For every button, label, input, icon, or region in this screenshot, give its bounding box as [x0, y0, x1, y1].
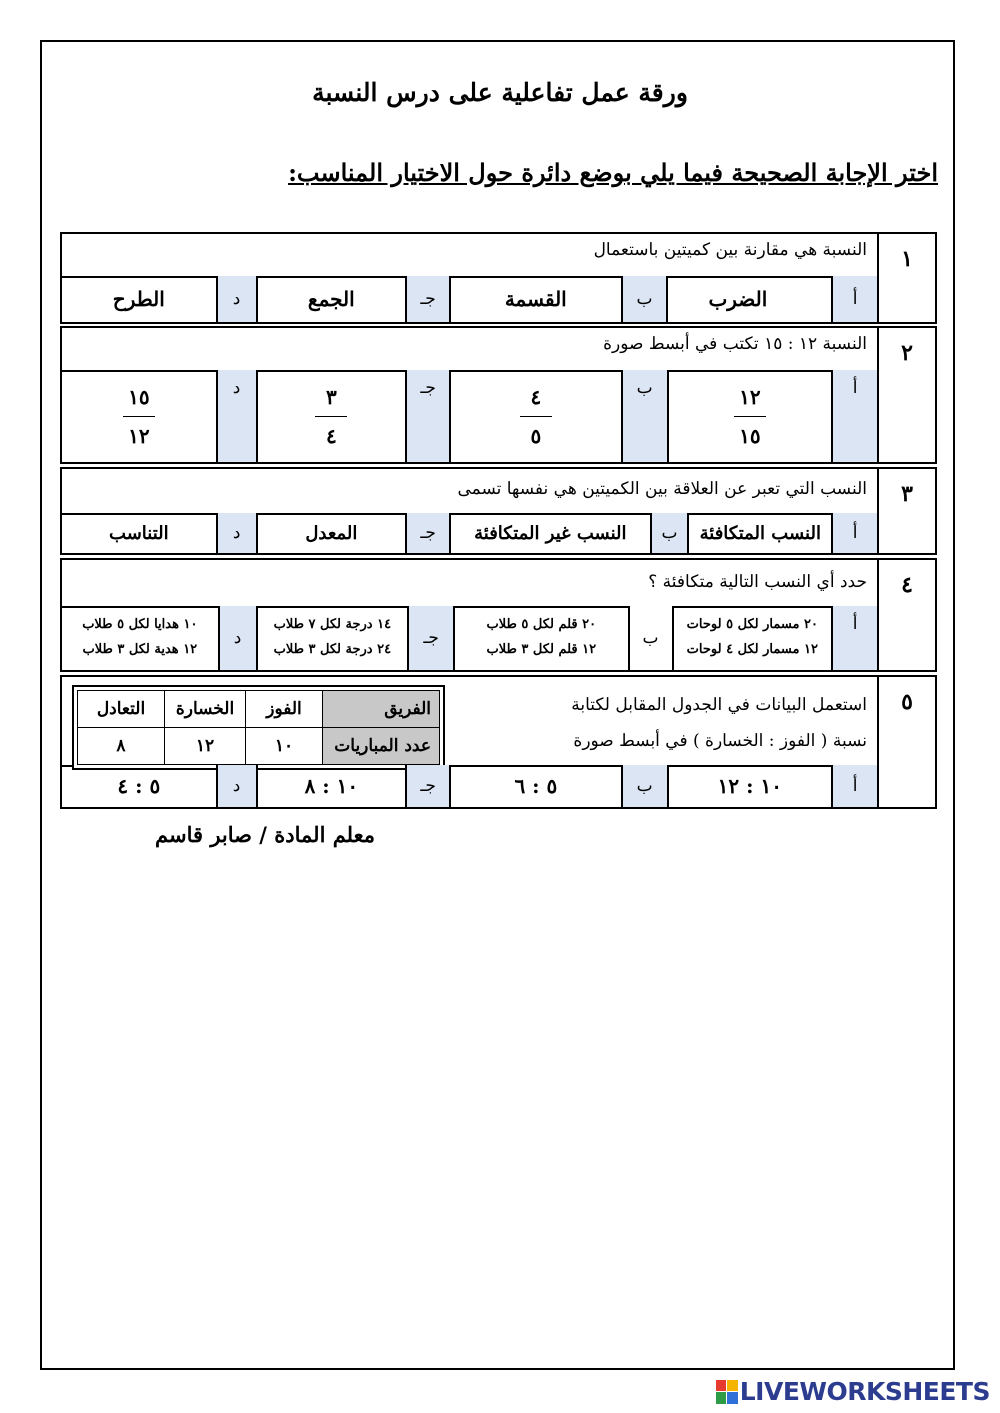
option-label[interactable]: أ	[831, 606, 877, 670]
option-a[interactable]: ١٠ : ١٢	[667, 765, 832, 807]
page-title: ورقة عمل تفاعلية على درس النسبة	[312, 78, 688, 107]
question-2	[60, 326, 937, 464]
fraction-bar	[734, 416, 766, 417]
option-label[interactable]: د	[216, 513, 256, 553]
option-line: ١٢ مسمار لكل ٤ لوحات	[686, 642, 818, 657]
option-label[interactable]: د	[216, 276, 256, 322]
denominator: ١٥	[739, 423, 761, 448]
option-label[interactable]: جـ	[405, 276, 449, 322]
stem-line-2: نسبة ( الفوز : الخسارة ) في أبسط صورة	[573, 731, 867, 751]
question-number: ٣	[877, 469, 935, 553]
question-3	[60, 467, 937, 555]
question-4	[60, 558, 937, 672]
option-label[interactable]: ب	[621, 370, 667, 462]
option-label[interactable]: د	[216, 765, 256, 807]
question-1	[60, 232, 937, 324]
options-row	[62, 513, 877, 553]
options-row	[62, 370, 877, 462]
option-a[interactable]: النسب المتكافئة	[687, 513, 831, 553]
table-header: التعادل	[78, 691, 165, 728]
option-label[interactable]: جـ	[405, 765, 449, 807]
denominator: ٥	[530, 423, 542, 448]
option-label[interactable]: جـ	[405, 513, 449, 553]
brand-text: LIVEWORKSHEETS	[739, 1377, 990, 1406]
option-d[interactable]: الطرح	[112, 287, 165, 311]
teacher-name: معلم المادة / صابر قاسم	[155, 822, 376, 847]
table-header: الفريق	[323, 691, 440, 728]
logo-icon	[716, 1380, 738, 1404]
options-row	[62, 606, 877, 670]
option-b[interactable]: ٥ : ٦	[449, 765, 621, 807]
option-c[interactable]: الجمع	[256, 276, 406, 322]
question-5	[60, 675, 937, 809]
option-line: ٢٠ قلم لكل ٥ طلاب	[486, 617, 597, 633]
option-label[interactable]: ب	[628, 606, 672, 670]
question-number: ١	[877, 234, 935, 322]
option-b[interactable]: النسب غير المتكافئة	[449, 513, 650, 553]
table-cell: عدد المباريات	[323, 728, 440, 765]
table-cell: ٨	[78, 728, 165, 765]
option-line: ١٠ هدايا لكل ٥ طلاب	[82, 617, 198, 633]
numerator: ١٥	[128, 384, 150, 409]
option-label[interactable]: جـ	[407, 606, 453, 670]
numerator: ٤	[530, 384, 542, 409]
liveworksheets-logo[interactable]	[716, 1377, 990, 1406]
option-label[interactable]: ب	[650, 513, 688, 553]
data-table	[72, 685, 445, 770]
denominator: ١٢	[128, 423, 150, 448]
option-b[interactable]	[453, 606, 628, 670]
options-row	[62, 276, 877, 322]
option-a[interactable]	[667, 370, 832, 462]
option-c[interactable]: المعدل	[256, 513, 406, 553]
option-line: ٢٠ مسمار لكل ٥ لوحات	[686, 617, 818, 633]
fraction-bar	[123, 416, 155, 417]
question-stem: حدد أي النسب التالية متكافئة ؟	[62, 560, 877, 608]
option-label[interactable]: د	[216, 370, 256, 462]
fraction-bar	[315, 416, 347, 417]
question-number: ٥	[877, 677, 935, 807]
question-stem: النسب التي تعبر عن العلاقة بين الكميتين هي نفسها تسمى	[62, 469, 877, 515]
option-label[interactable]: جـ	[405, 370, 449, 462]
option-line: ٢٤ درجة لكل ٣ طلاب	[273, 642, 392, 657]
option-b[interactable]	[449, 370, 621, 462]
question-stem	[62, 677, 877, 767]
option-c[interactable]: ١٠ : ٨	[256, 765, 406, 807]
option-a[interactable]	[672, 606, 832, 670]
question-stem: النسبة ١٢ : ١٥ تكتب في أبسط صورة	[62, 328, 877, 372]
table-header: الفوز	[246, 691, 323, 728]
option-line: ١٤ درجة لكل ٧ طلاب	[273, 617, 392, 633]
denominator: ٤	[325, 423, 337, 448]
option-label[interactable]: أ	[831, 513, 877, 553]
table-header: الخسارة	[165, 691, 246, 728]
option-d[interactable]: التناسب	[109, 522, 169, 544]
option-d[interactable]: ٥ : ٤	[117, 774, 161, 798]
instruction: اختر الإجابة الصحيحة فيما يلي بوضع دائرة حول الاختيار المناسب:	[288, 158, 938, 187]
options-row	[62, 765, 877, 807]
stem-line-1: استعمل البيانات في الجدول المقابل لكتابة	[571, 695, 867, 715]
option-d[interactable]	[62, 606, 218, 670]
question-number: ٤	[877, 560, 935, 670]
option-label[interactable]: ب	[621, 276, 667, 322]
numerator: ١٢	[739, 384, 761, 409]
option-c[interactable]	[256, 606, 408, 670]
option-label[interactable]: د	[218, 606, 256, 670]
fraction-bar	[520, 416, 552, 417]
table-cell: ١٢	[165, 728, 246, 765]
option-a[interactable]: الضرب	[666, 276, 831, 322]
option-c[interactable]	[256, 370, 406, 462]
question-stem: النسبة هي مقارنة بين كميتين باستعمال	[62, 234, 877, 278]
option-label[interactable]: أ	[831, 276, 877, 322]
option-b[interactable]: القسمة	[449, 276, 621, 322]
question-number: ٢	[877, 328, 935, 462]
option-line: ١٢ قلم لكل ٣ طلاب	[486, 642, 597, 657]
option-label[interactable]: ب	[621, 765, 667, 807]
table-cell: ١٠	[246, 728, 323, 765]
option-label[interactable]: أ	[831, 370, 877, 462]
option-d[interactable]	[62, 370, 216, 462]
numerator: ٣	[325, 384, 337, 409]
option-line: ١٢ هدية لكل ٣ طلاب	[82, 642, 198, 657]
option-label[interactable]: أ	[831, 765, 877, 807]
